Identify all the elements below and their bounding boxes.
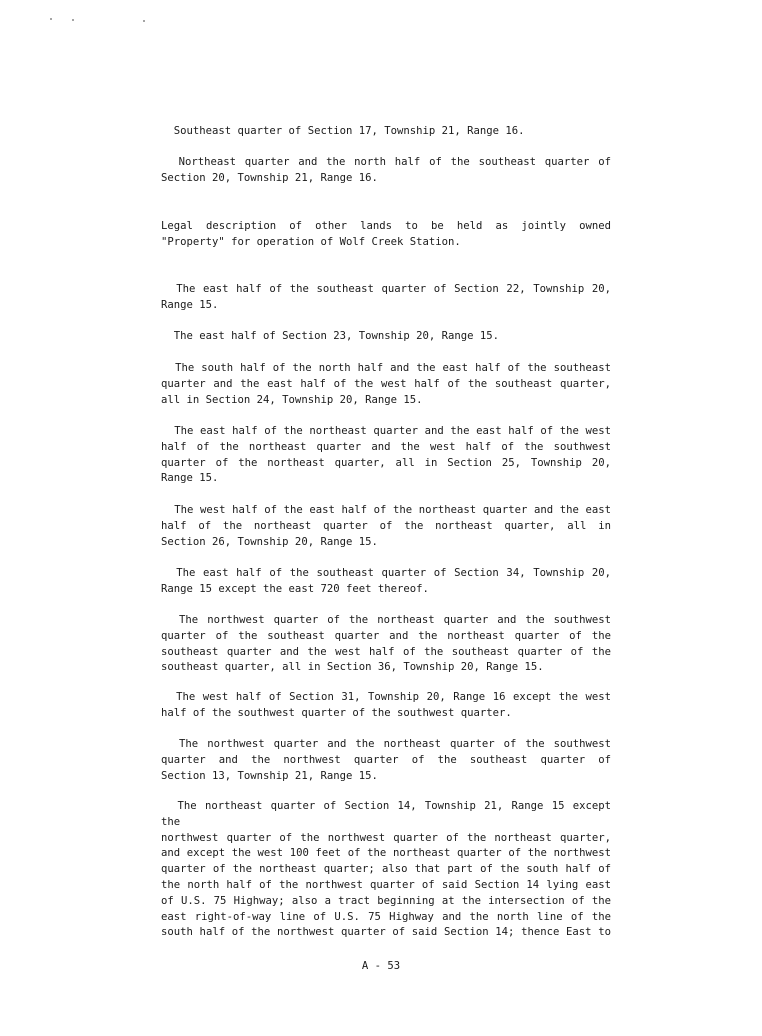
text-line: The northwest quarter of the northeast quarter and the southwest: [161, 614, 611, 626]
text-line: Section 26, Township 20, Range 15.: [161, 535, 378, 548]
text-line: quarter of the northeast quarter, all in Section 25, Township 20,: [161, 456, 611, 469]
text-line: quarter and the northwest quarter of the southeast quarter of: [161, 753, 611, 766]
paragraph-2: [161, 155, 611, 187]
text-line: half of the southwest quarter of the southwest quarter.: [161, 706, 512, 719]
text-line: The east half of the southeast quarter of Section 22, Township 20,: [161, 283, 611, 295]
text-line: The northwest quarter and the northeast quarter of the southwest: [161, 738, 611, 750]
paragraph-9: [161, 566, 611, 598]
paragraph-1: [161, 124, 611, 140]
text-line: The west half of the east half of the northeast quarter and the east: [161, 504, 611, 516]
paragraph-10: [161, 613, 611, 676]
text-line: Section 20, Township 21, Range 16.: [161, 171, 378, 184]
text-line: The west half of Section 31, Township 20, Range 16 except the west: [161, 691, 611, 703]
text-line: The east half of the southeast quarter of Section 34, Township 20,: [161, 567, 611, 579]
text-line: southeast quarter, all in Section 36, Township 20, Range 15.: [161, 661, 544, 674]
text-line: all in Section 24, Township 20, Range 15.: [161, 393, 423, 406]
text-line: quarter of the northeast quarter; also that part of the south half of: [161, 863, 611, 876]
paragraph-13: [161, 799, 618, 941]
text-line: and except the west 100 feet of the northeast quarter of the northwest: [161, 847, 611, 860]
text-line: "Property" for operation of Wolf Creek Station.: [161, 235, 461, 248]
text-line: southeast quarter and the west half of the southeast quarter of the: [161, 645, 611, 658]
text-line: half of the northeast quarter of the northeast quarter, all in: [161, 519, 611, 532]
paragraph-6: [161, 361, 611, 408]
page-number: A - 53: [361, 960, 401, 972]
text-line: The east half of Section 23, Township 20, Range 15.: [161, 330, 500, 342]
paragraph-legal-heading: [161, 219, 611, 251]
text-line: quarter of the southeast quarter and the northeast quarter of the: [161, 629, 611, 642]
text-line: Range 15 except the east 720 feet thereof.: [161, 582, 429, 595]
text-line: quarter and the east half of the west half of the southeast quarter,: [161, 377, 611, 390]
text-line: northwest quarter of the northwest quarter of the northeast quarter,: [161, 831, 611, 844]
scan-speck: [72, 19, 74, 21]
paragraph-8: [161, 503, 611, 550]
text-line: The northeast quarter of Section 14, Township 21, Range 15 except the: [161, 800, 618, 828]
text-line: the north half of the northwest quarter of said Section 14 lying east: [161, 878, 611, 891]
text-line: The east half of the northeast quarter and the east half of the west: [161, 425, 611, 437]
text-line: east right-of-way line of U.S. 75 Highway and the north line of the: [161, 910, 611, 923]
paragraph-4: [161, 282, 611, 314]
text-line: Range 15.: [161, 472, 219, 485]
text-line: south half of the northwest quarter of said Section 14; thence East to: [161, 926, 611, 939]
text-line: half of the northeast quarter and the west half of the southwest: [161, 440, 611, 453]
text-line: The south half of the north half and the east half of the southeast: [161, 362, 611, 374]
text-line: Legal description of other lands to be held as jointly owned: [161, 220, 611, 232]
text-line: Range 15.: [161, 298, 219, 311]
scan-speck: [143, 20, 145, 22]
text-line: of U.S. 75 Highway; also a tract beginning at the intersection of the: [161, 894, 611, 907]
text-line: Southeast quarter of Section 17, Township 21, Range 16.: [161, 125, 525, 137]
text-line: Section 13, Township 21, Range 15.: [161, 769, 378, 782]
paragraph-7: [161, 424, 611, 487]
paragraph-12: [161, 737, 611, 784]
text-line: Northeast quarter and the north half of the southeast quarter of: [161, 156, 611, 168]
paragraph-11: [161, 690, 611, 722]
scan-speck: [50, 18, 52, 20]
paragraph-5: [161, 329, 611, 345]
